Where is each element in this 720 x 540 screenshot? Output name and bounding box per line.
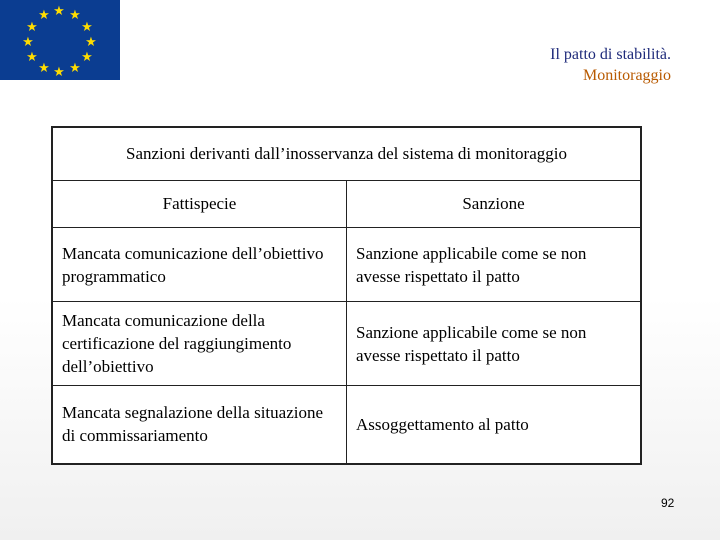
- sanzione-cell: Sanzione applicabile come se non avesse rispettato il patto: [347, 228, 642, 302]
- star-icon: ★: [26, 50, 38, 65]
- star-icon: ★: [26, 20, 38, 35]
- column-header-fattispecie: Fattispecie: [52, 181, 347, 228]
- star-icon: ★: [38, 8, 50, 23]
- star-icon: ★: [69, 61, 81, 76]
- slide-title: [550, 44, 671, 86]
- table-caption: Sanzioni derivanti dall’inosservanza del sistema di monitoraggio: [52, 127, 641, 181]
- sanzione-cell: Sanzione applicabile come se non avesse rispettato il patto: [347, 302, 642, 386]
- fattispecie-cell: Mancata comunicazione dell’obiettivo programmatico: [52, 228, 347, 302]
- page-number: 92: [661, 496, 675, 510]
- star-icon: ★: [81, 50, 93, 65]
- star-icon: ★: [81, 20, 93, 35]
- table-row: [52, 228, 641, 302]
- column-header-sanzione: Sanzione: [347, 181, 642, 228]
- fattispecie-cell: Mancata comunicazione della certificazione del raggiungimento dell’obiettivo: [52, 302, 347, 386]
- sanctions-table: [51, 126, 642, 465]
- sanzione-cell: Assoggettamento al patto: [347, 386, 642, 464]
- eu-flag-icon: [0, 0, 120, 80]
- star-icon: ★: [22, 35, 34, 50]
- title-line-2: Monitoraggio: [583, 67, 671, 84]
- star-icon: ★: [53, 4, 65, 19]
- fattispecie-cell: Mancata segnalazione della situazione di commissariamento: [52, 386, 347, 464]
- table-row: [52, 302, 641, 386]
- star-icon: ★: [69, 8, 81, 23]
- table-row: [52, 386, 641, 464]
- star-icon: ★: [85, 35, 97, 50]
- star-icon: ★: [53, 65, 65, 80]
- star-icon: ★: [38, 61, 50, 76]
- title-line-1: Il patto di stabilità.: [550, 46, 671, 63]
